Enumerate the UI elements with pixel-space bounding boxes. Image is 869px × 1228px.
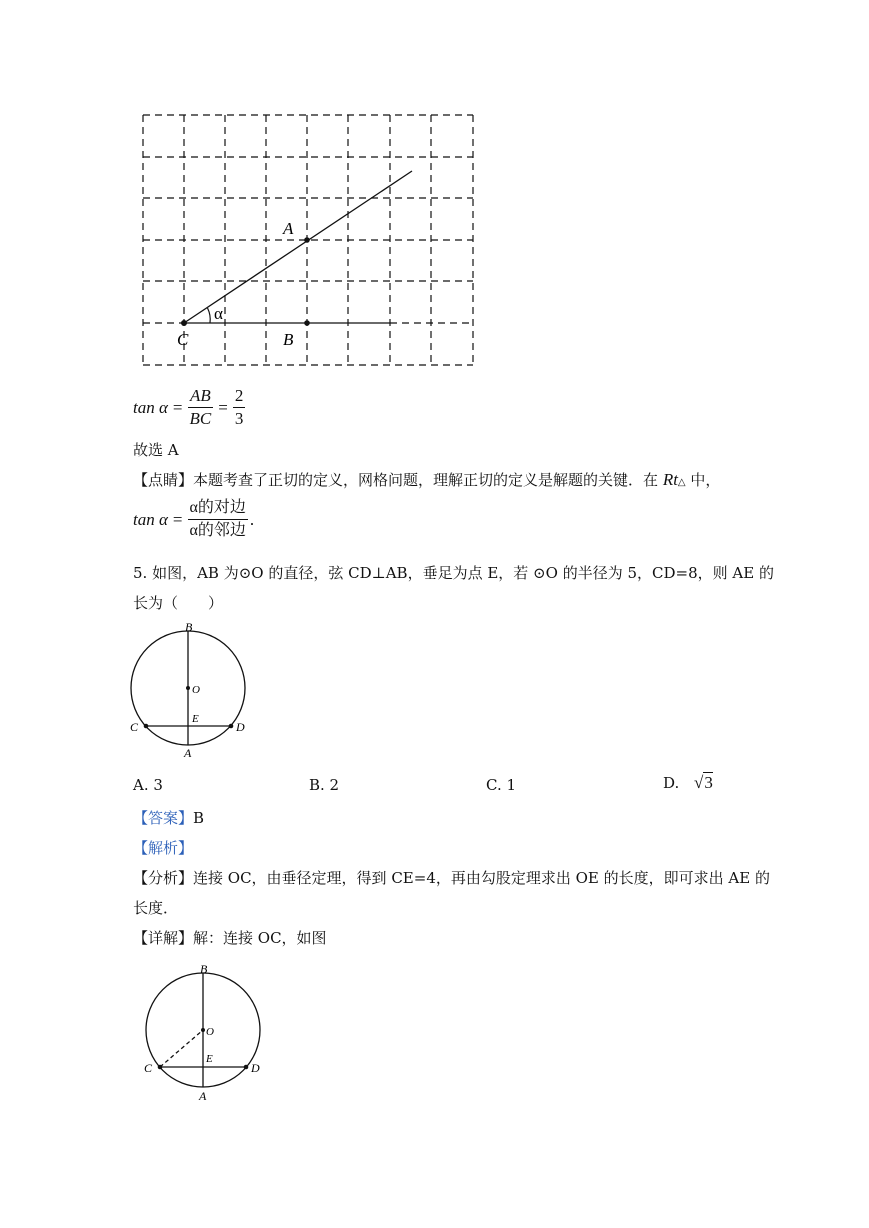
c1-label-o: O bbox=[192, 684, 200, 696]
formula2-lhs: tan α bbox=[133, 509, 168, 529]
c1-label-d: D bbox=[236, 720, 245, 734]
sqrt-symbol: √3 bbox=[694, 773, 713, 792]
circle-figure-1 bbox=[125, 620, 260, 765]
question-line-2: 长为（ ） bbox=[133, 594, 224, 612]
formula1-den2: 3 bbox=[234, 409, 244, 428]
jiexi-tag: 【解析】 bbox=[133, 839, 194, 857]
label-alpha: α bbox=[214, 304, 223, 323]
formula2-dot: . bbox=[249, 509, 255, 529]
fenxi-line-2: 长度． bbox=[133, 899, 179, 917]
c1-label-e: E bbox=[192, 713, 199, 725]
xiangjie-text: 解：连接 OC，如图 bbox=[193, 929, 327, 947]
answer-line bbox=[133, 808, 204, 828]
c1-label-a: A bbox=[184, 746, 192, 760]
formula2-den: α的邻边 bbox=[189, 522, 246, 539]
question-line-1: 5. 如图，AB 为⊙O 的直径，弦 CD⊥AB，垂足为点 E，若 ⊙O 的半径为 5，CD=8，则 AE 的 bbox=[133, 564, 774, 582]
formula-tan-alpha: tan α = $\frac{AB}{BC}$ = $\frac{2}{3}$ bbox=[133, 386, 244, 428]
answer-choice-text: 故选 A bbox=[133, 441, 179, 459]
c2-label-e: E bbox=[206, 1053, 213, 1065]
answer-value: B bbox=[193, 809, 205, 827]
xiangjie-tag: 【详解】 bbox=[133, 929, 194, 947]
fraction-opposite-adjacent bbox=[188, 497, 248, 542]
label-c: C bbox=[177, 330, 189, 349]
formula1-den1: BC bbox=[189, 409, 212, 428]
formula1-num2: 2 bbox=[233, 385, 246, 408]
c2-label-c: C bbox=[144, 1061, 153, 1075]
label-a: A bbox=[283, 219, 294, 238]
dianjing-tag: 【点睛】 bbox=[133, 471, 194, 489]
option-a[interactable]: A. 3 bbox=[133, 776, 163, 794]
fenxi-tag: 【分析】 bbox=[133, 869, 194, 887]
xiangjie-line bbox=[133, 928, 327, 948]
fenxi-line-1 bbox=[133, 868, 770, 888]
c2-label-o: O bbox=[206, 1026, 214, 1038]
formula1-num1: AB bbox=[188, 385, 214, 408]
c2-label-b: B bbox=[200, 962, 208, 976]
fraction-2-3 bbox=[233, 385, 246, 430]
grid-figure bbox=[130, 105, 490, 380]
option-c[interactable]: C. 1 bbox=[486, 776, 517, 794]
option-d-prefix: D. bbox=[663, 774, 680, 792]
formula-tan-definition: tan α = $\frac{\text{α的对边}}{\text{α的邻边}}$ . bbox=[133, 497, 254, 542]
option-b[interactable]: B. 2 bbox=[309, 776, 340, 794]
c1-label-b: B bbox=[185, 620, 193, 634]
dianjing-rt: Rt bbox=[662, 470, 678, 489]
answer-tag: 【答案】 bbox=[133, 809, 194, 827]
option-d[interactable] bbox=[663, 773, 713, 793]
c2-label-a: A bbox=[199, 1089, 207, 1103]
dianjing-end: 中， bbox=[685, 471, 721, 489]
dianjing-text: 本题考查了正切的定义，网格问题，理解正切的定义是解题的关键．在 bbox=[193, 471, 659, 489]
formula2-num: α的对边 bbox=[188, 497, 248, 520]
dianjing-triangle: △ bbox=[677, 477, 686, 488]
dianjing-paragraph bbox=[133, 470, 720, 493]
circle-figure-2 bbox=[138, 960, 273, 1105]
option-d-value: 3 bbox=[704, 773, 713, 792]
c2-label-d: D bbox=[251, 1061, 260, 1075]
fraction-ab-bc bbox=[188, 385, 214, 430]
fenxi-text-1: 连接 OC，由垂径定理，得到 CE=4，再由勾股定理求出 OE 的长度，即可求出 AE 的 bbox=[193, 869, 770, 887]
c1-label-c: C bbox=[130, 720, 139, 734]
label-b: B bbox=[283, 330, 294, 349]
formula1-lhs: tan α bbox=[133, 397, 168, 417]
